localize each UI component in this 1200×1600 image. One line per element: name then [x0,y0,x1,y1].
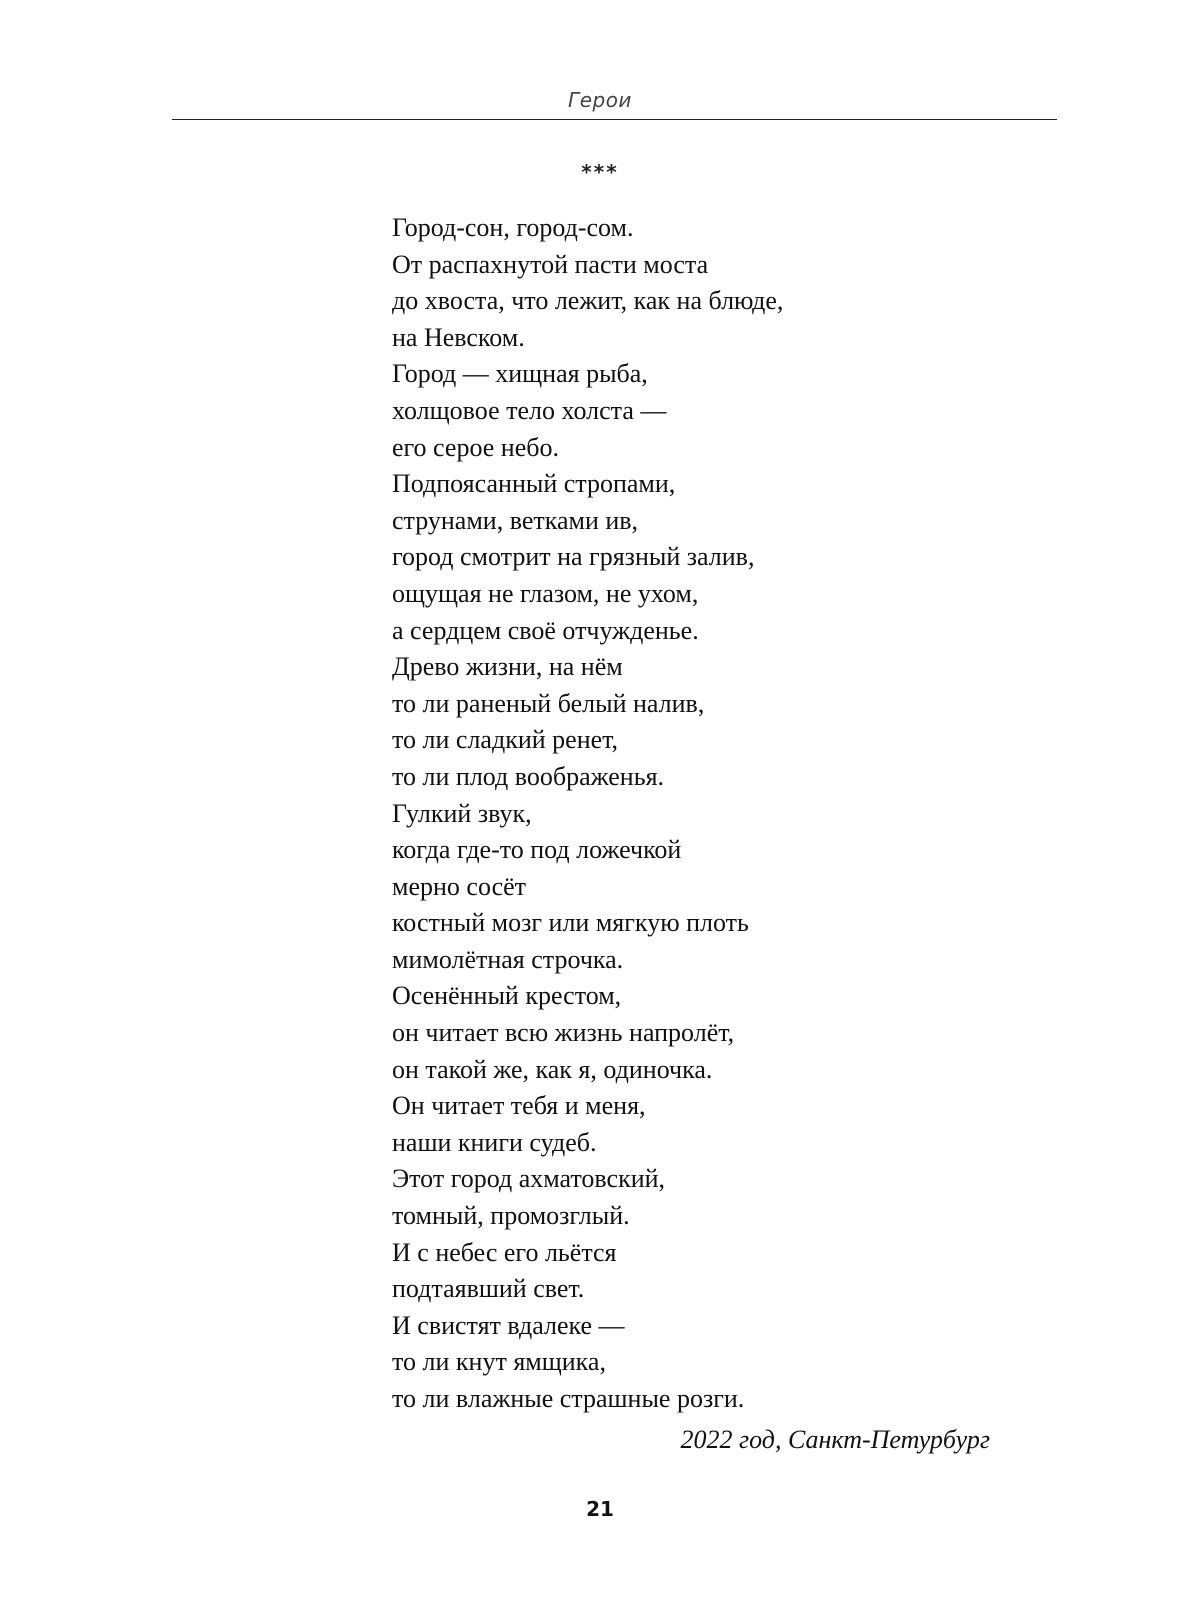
poem-signature: 2022 год, Санкт-Петурбург [680,1425,990,1454]
poem-line: Город — хищная рыба, [392,359,648,389]
poem-line: Подпоясанный стропами, [392,469,676,499]
poem-line: мерно сосёт [392,871,527,901]
page-number: 21 [586,1497,614,1521]
poem-line: Город-сон, город-сом. [392,213,634,242]
poem-line: наши книги судеб. [392,1127,597,1157]
section-ornament: *** [581,160,619,184]
poem-line: Он читает тебя и меня, [392,1091,646,1121]
poem-line: холщовое тело холста — [392,395,667,425]
poem-line: то ли раненый белый налив, [392,688,705,718]
poem-line: его серое небо. [392,432,559,462]
poem-line: мимолётная строчка. [392,944,624,974]
poem-line: томный, промозглый. [392,1201,630,1231]
poem-line: когда где-то под ложечкой [392,835,682,865]
poem-line: то ли влажные страшные розги. [392,1384,745,1413]
poem-line: он такой же, как я, одиночка. [392,1054,713,1084]
poem-line: И с небес его льётся [392,1237,617,1267]
poem-line: он читает всю жизнь напролёт, [392,1018,735,1048]
poem-line: Древо жизни, на нём [392,652,623,682]
poem-line: а сердцем своё отчужденье. [392,615,699,645]
poem-line: Осенённый крестом, [392,981,622,1011]
poem-line: до хвоста, что лежит, как на блюде, [392,286,784,316]
poem-line: то ли плод воображенья. [392,761,665,791]
poem-line: костный мозг или мягкую плоть [392,908,749,938]
poem-line: И свистят вдалеке — [392,1310,625,1340]
running-head: Герои [568,88,632,112]
poem-line: то ли кнут ямщика, [392,1347,606,1377]
poem-line: От распахнутой пасти моста [392,249,709,279]
header-rule [172,119,1057,120]
poem-line: Гулкий звук, [392,798,532,828]
poem-line: на Невском. [392,322,525,352]
poem-line: струнами, ветками ив, [392,505,639,535]
poem-line: то ли сладкий ренет, [392,725,619,755]
poem-line: Этот город ахматовский, [392,1164,666,1194]
poem-line: город смотрит на грязный залив, [392,542,755,572]
poem-line: ощущая не глазом, не ухом, [392,578,699,608]
poem-line: подтаявший свет. [392,1274,585,1304]
poem-body [392,210,783,1418]
